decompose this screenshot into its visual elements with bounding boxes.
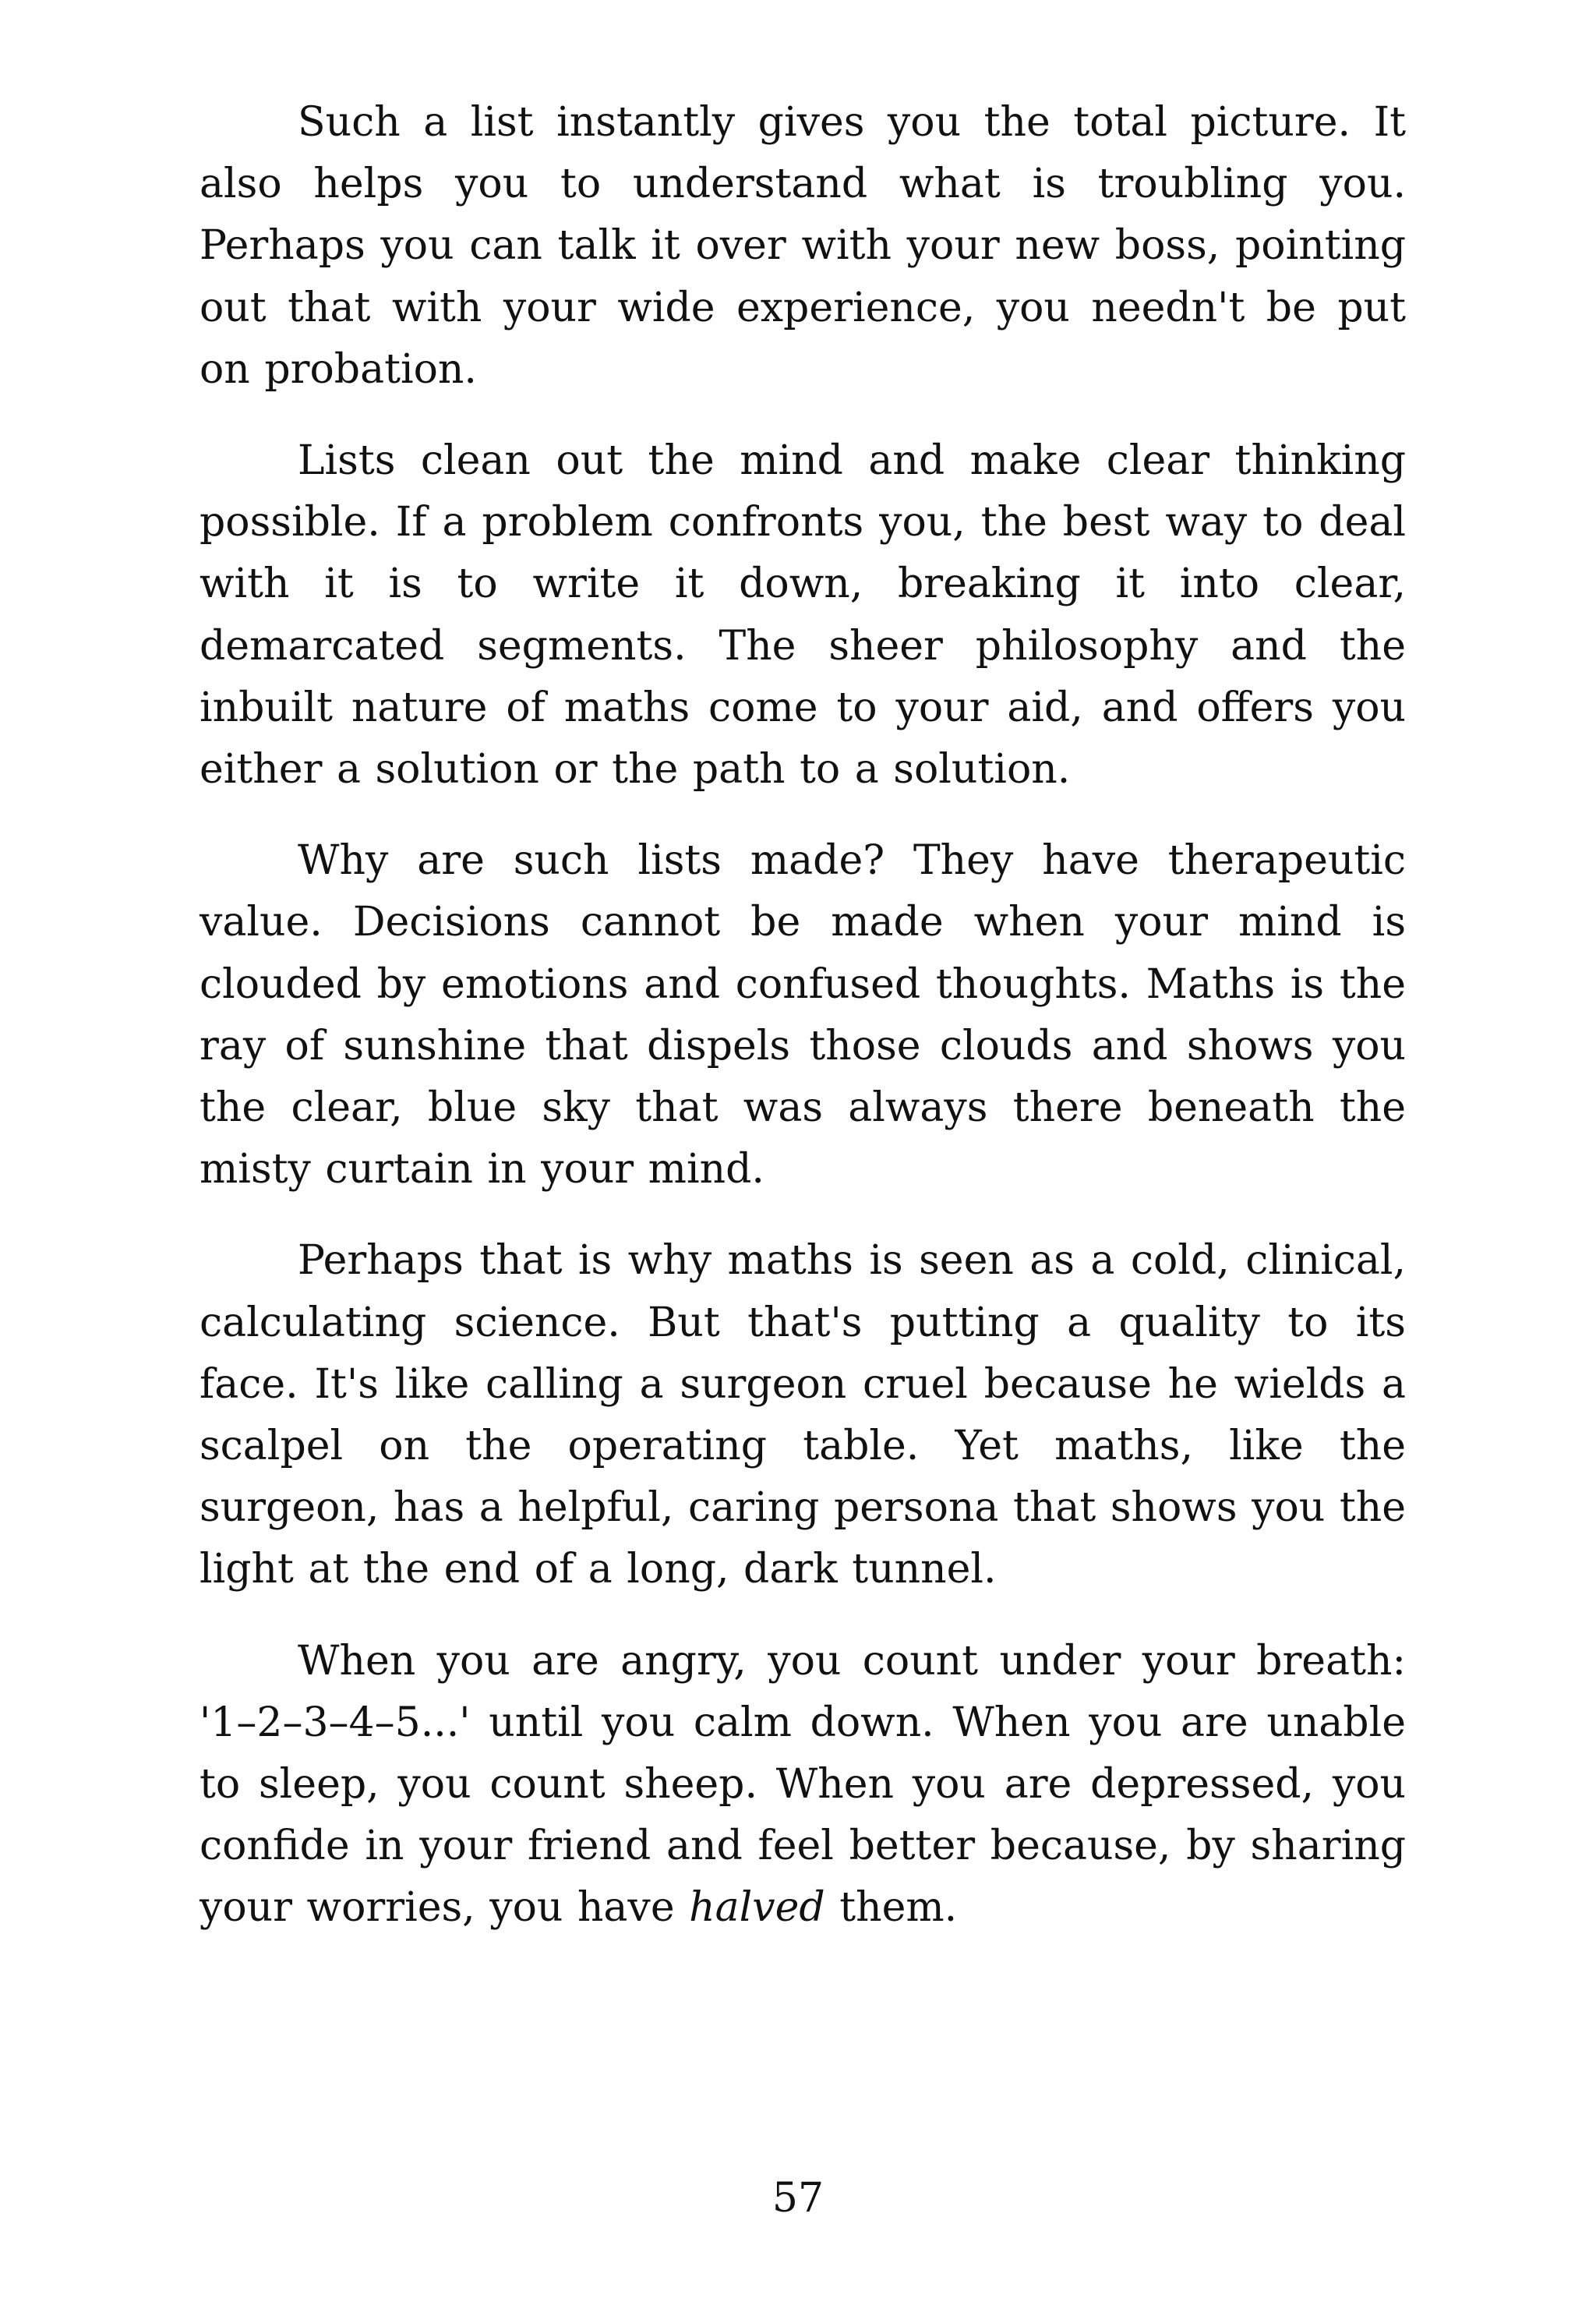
paragraph-1: Such a list instantly gives you the total picture. It also helps you to understand what is troubling you. Perhaps you can talk it over with your new boss, pointing out that with your wide experience, you needn't be put on probation.: [200, 99, 1406, 393]
paragraph-2: Lists clean out the mind and make clear thinking possible. If a problem confronts you, the best way to deal with it is to write it down, breaking it into clear, demarcated segments. The sheer philosophy and the inbuilt nature of maths come to your aid, and offers you either a solution or the path to a solution.: [200, 437, 1406, 794]
page-body: [200, 92, 1406, 1969]
paragraph-5-text-a: When you are angry, you count under your breath: '1–2–3–4–5...' until you calm down. When you are unable to sleep, you count sheep. When you are depressed, you confide in your friend and feel better because, by sharing your worries, you have: [200, 1637, 1406, 1932]
page-number: 57: [772, 2175, 824, 2222]
paragraph-5-text-b: them.: [824, 1884, 958, 1932]
paragraph-5: [200, 1631, 1406, 1939]
paragraph-3: Why are such lists made? They have therapeutic value. Decisions cannot be made when your mind is clouded by emotions and confused thoughts. Maths is the ray of sunshine that dispels those clouds and shows you the clear, blue sky that was always there beneath the misty curtain in your mind.: [200, 837, 1406, 1193]
paragraph-5-italic-word: halved: [689, 1884, 825, 1932]
paragraph-4: Perhaps that is why maths is seen as a cold, clinical, calculating science. But that's putting a quality to its face. It's like calling a surgeon cruel because he wields a scalpel on the operating table. Yet maths, like the surgeon, has a helpful, caring persona that shows you the light at the end of a long, dark tunnel.: [200, 1237, 1406, 1593]
